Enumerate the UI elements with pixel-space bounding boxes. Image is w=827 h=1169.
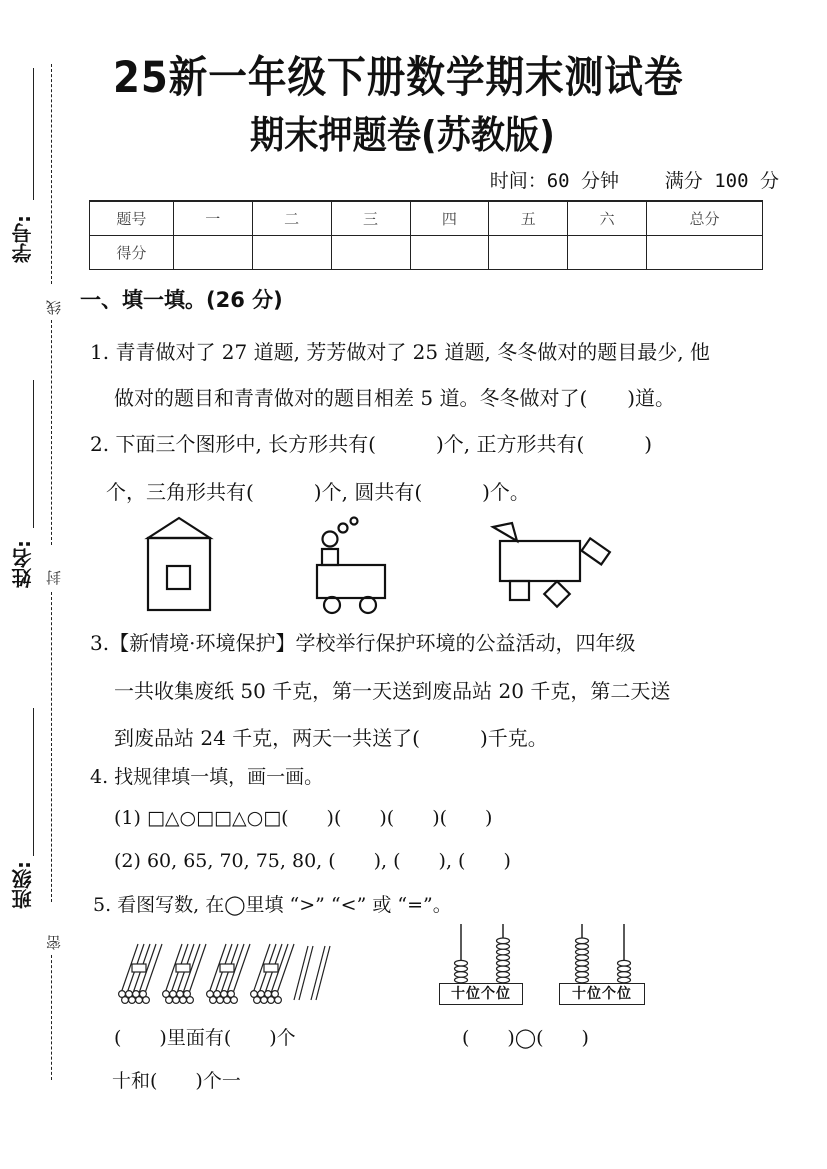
score-cell[interactable] xyxy=(410,236,489,270)
header-cell: 总分 xyxy=(647,201,763,236)
abacus-bead xyxy=(497,955,510,961)
stick-bundle xyxy=(207,944,250,1003)
stick-end xyxy=(166,997,173,1004)
fold-line-mid1 xyxy=(51,320,52,545)
class-line[interactable] xyxy=(33,708,34,856)
stick-end xyxy=(180,997,187,1004)
question-1-line-1: 1. 青青做对了 27 道题, 芳芳做对了 25 道题, 冬冬做对的题目最少, 他 xyxy=(90,340,710,364)
total-score-cell[interactable] xyxy=(647,236,763,270)
animal-leg-square xyxy=(510,581,529,600)
full-score: 满分 100 分 xyxy=(664,170,779,192)
question-1-line-2: 做对的题目和青青做对的题目相差 5 道。冬冬做对了( )道。 xyxy=(114,386,676,410)
student-id-label: 学号: xyxy=(11,215,35,263)
class-label: 班级: xyxy=(11,861,35,909)
abacus-bead xyxy=(455,966,468,972)
time-limit: 时间：60 分钟 xyxy=(489,170,620,192)
stick-end xyxy=(210,997,217,1004)
question-5-answer-line-2: 十和( )个一 xyxy=(112,1070,241,1092)
abacus-bead xyxy=(497,960,510,966)
stick-end xyxy=(173,997,180,1004)
header-cell: 六 xyxy=(568,201,647,236)
bundle-tie xyxy=(264,964,278,972)
score-table-header-row xyxy=(90,201,763,236)
header-cell: 二 xyxy=(252,201,331,236)
animal-head-rectangle xyxy=(582,538,610,564)
stick-end xyxy=(275,997,282,1004)
section-heading: 一、填一填。(26 分) xyxy=(80,288,283,312)
abacus-bead xyxy=(618,972,631,978)
train-smoke-circle xyxy=(339,524,348,533)
abacus-bead xyxy=(576,955,589,961)
train-figure xyxy=(317,518,385,614)
stick-end xyxy=(224,997,231,1004)
stick-end xyxy=(122,997,129,1004)
right-tens-rod xyxy=(576,924,589,983)
score-table xyxy=(89,200,763,270)
single-stick xyxy=(311,946,330,1000)
abacus-bead xyxy=(497,966,510,972)
train-smoke-circle xyxy=(351,518,358,525)
abacus-bead xyxy=(497,944,510,950)
exam-title: 25新一年级下册数学期末测试卷 xyxy=(113,53,684,103)
header-cell: 一 xyxy=(173,201,252,236)
stick-end xyxy=(268,997,275,1004)
question-5-title: 5. 看图写数, 在◯里填 “>” “<” 或 “=”。 xyxy=(93,894,452,916)
score-cell[interactable] xyxy=(173,236,252,270)
abacus-bead xyxy=(497,977,510,983)
stick-end xyxy=(261,997,268,1004)
stick-end xyxy=(254,997,261,1004)
exam-meta xyxy=(490,166,779,193)
abacus-bead xyxy=(576,938,589,944)
stick-bundle xyxy=(251,944,294,1003)
bundle-tie xyxy=(220,964,234,972)
question-3-line-3: 到废品站 24 千克，两天一共送了( )千克。 xyxy=(114,726,548,750)
fold-line-mid2 xyxy=(51,592,52,902)
question-5-compare-line: ( )◯( ) xyxy=(462,1027,589,1049)
question-4-part-2: (2) 60, 65, 70, 75, 80, ( ), ( ), ( ) xyxy=(114,850,511,872)
abacus-bead xyxy=(576,972,589,978)
abacus-bead xyxy=(576,944,589,950)
score-cell[interactable] xyxy=(568,236,647,270)
house-window-square xyxy=(167,566,190,589)
seal-word-secret: 密 xyxy=(45,935,63,950)
train-smoke-circle xyxy=(323,532,338,547)
abacus-figures xyxy=(436,922,656,984)
stick-end xyxy=(136,997,143,1004)
abacus-right-label: 十位个位 xyxy=(559,983,645,1005)
question-5-answer-line-1: ( )里面有( )个 xyxy=(114,1027,296,1049)
stick-bundle xyxy=(163,944,206,1003)
animal-tail-triangle xyxy=(493,523,517,541)
seal-word-seal: 封 xyxy=(45,570,63,585)
animal-leg-diamond xyxy=(544,581,569,606)
stick-end xyxy=(217,997,224,1004)
abacus-bead xyxy=(576,949,589,955)
score-cell[interactable] xyxy=(252,236,331,270)
abacus-bead xyxy=(576,966,589,972)
abacus-bead xyxy=(455,972,468,978)
fold-line-bottom xyxy=(51,955,52,1080)
header-cell: 四 xyxy=(410,201,489,236)
train-chimney-square xyxy=(322,549,338,565)
question-4-title: 4. 找规律填一填，画一画。 xyxy=(90,766,324,788)
animal-body-rectangle xyxy=(500,541,580,581)
animal-figure xyxy=(493,523,610,607)
abacus-bead xyxy=(497,938,510,944)
stick-end xyxy=(231,997,238,1004)
train-wheel-circle xyxy=(324,597,340,613)
abacus-left-label: 十位个位 xyxy=(439,983,523,1005)
abacus-bead xyxy=(455,977,468,983)
score-label-cell: 得分 xyxy=(90,236,174,270)
name-label: 姓名: xyxy=(11,540,35,588)
header-cell: 三 xyxy=(331,201,410,236)
seal-word-line: 线 xyxy=(45,300,63,315)
question-3-line-1: 3.【新情境·环境保护】学校举行保护环境的公益活动，四年级 xyxy=(90,631,636,655)
header-cell: 题号 xyxy=(90,201,174,236)
bundle-tie xyxy=(176,964,190,972)
single-stick xyxy=(294,946,313,1000)
right-ones-rod xyxy=(618,924,631,983)
score-table-score-row xyxy=(90,236,763,270)
stick-end xyxy=(187,997,194,1004)
bundle-tie xyxy=(132,964,146,972)
stick-end xyxy=(143,997,150,1004)
stick-bundle xyxy=(119,944,162,1003)
abacus-bead xyxy=(576,977,589,983)
question-3-line-2: 一共收集废纸 50 千克，第一天送到废品站 20 千克，第二天送 xyxy=(114,679,671,703)
name-line[interactable] xyxy=(33,380,34,528)
fold-line-top xyxy=(51,64,52,284)
abacus-bead xyxy=(455,960,468,966)
stick-end xyxy=(129,997,136,1004)
score-cell[interactable] xyxy=(489,236,568,270)
abacus-bead xyxy=(618,960,631,966)
header-cell: 五 xyxy=(489,201,568,236)
abacus-bead xyxy=(576,960,589,966)
train-wheel-circle xyxy=(360,597,376,613)
abacus-bead xyxy=(497,949,510,955)
question-2-line-1: 2. 下面三个图形中, 长方形共有( )个, 正方形共有( ) xyxy=(90,432,653,456)
student-id-line[interactable] xyxy=(33,68,34,200)
train-body-rectangle xyxy=(317,565,385,598)
question-4-part-1: (1) □△○□□△○□( )( )( )( ) xyxy=(114,807,493,829)
left-ones-rod xyxy=(497,924,510,983)
house-body-rectangle xyxy=(148,538,210,610)
left-tens-rod xyxy=(455,924,468,983)
stick-bundles-figure xyxy=(112,938,342,1008)
score-cell[interactable] xyxy=(331,236,410,270)
exam-subtitle: 期末押题卷(苏教版) xyxy=(250,113,555,157)
q2-figures xyxy=(130,508,630,620)
abacus-bead xyxy=(497,972,510,978)
question-2-line-2: 个，三角形共有( )个, 圆共有( )个。 xyxy=(106,480,530,504)
house-roof-triangle xyxy=(148,518,210,538)
abacus-bead xyxy=(618,977,631,983)
house-figure xyxy=(148,518,210,610)
abacus-bead xyxy=(618,966,631,972)
